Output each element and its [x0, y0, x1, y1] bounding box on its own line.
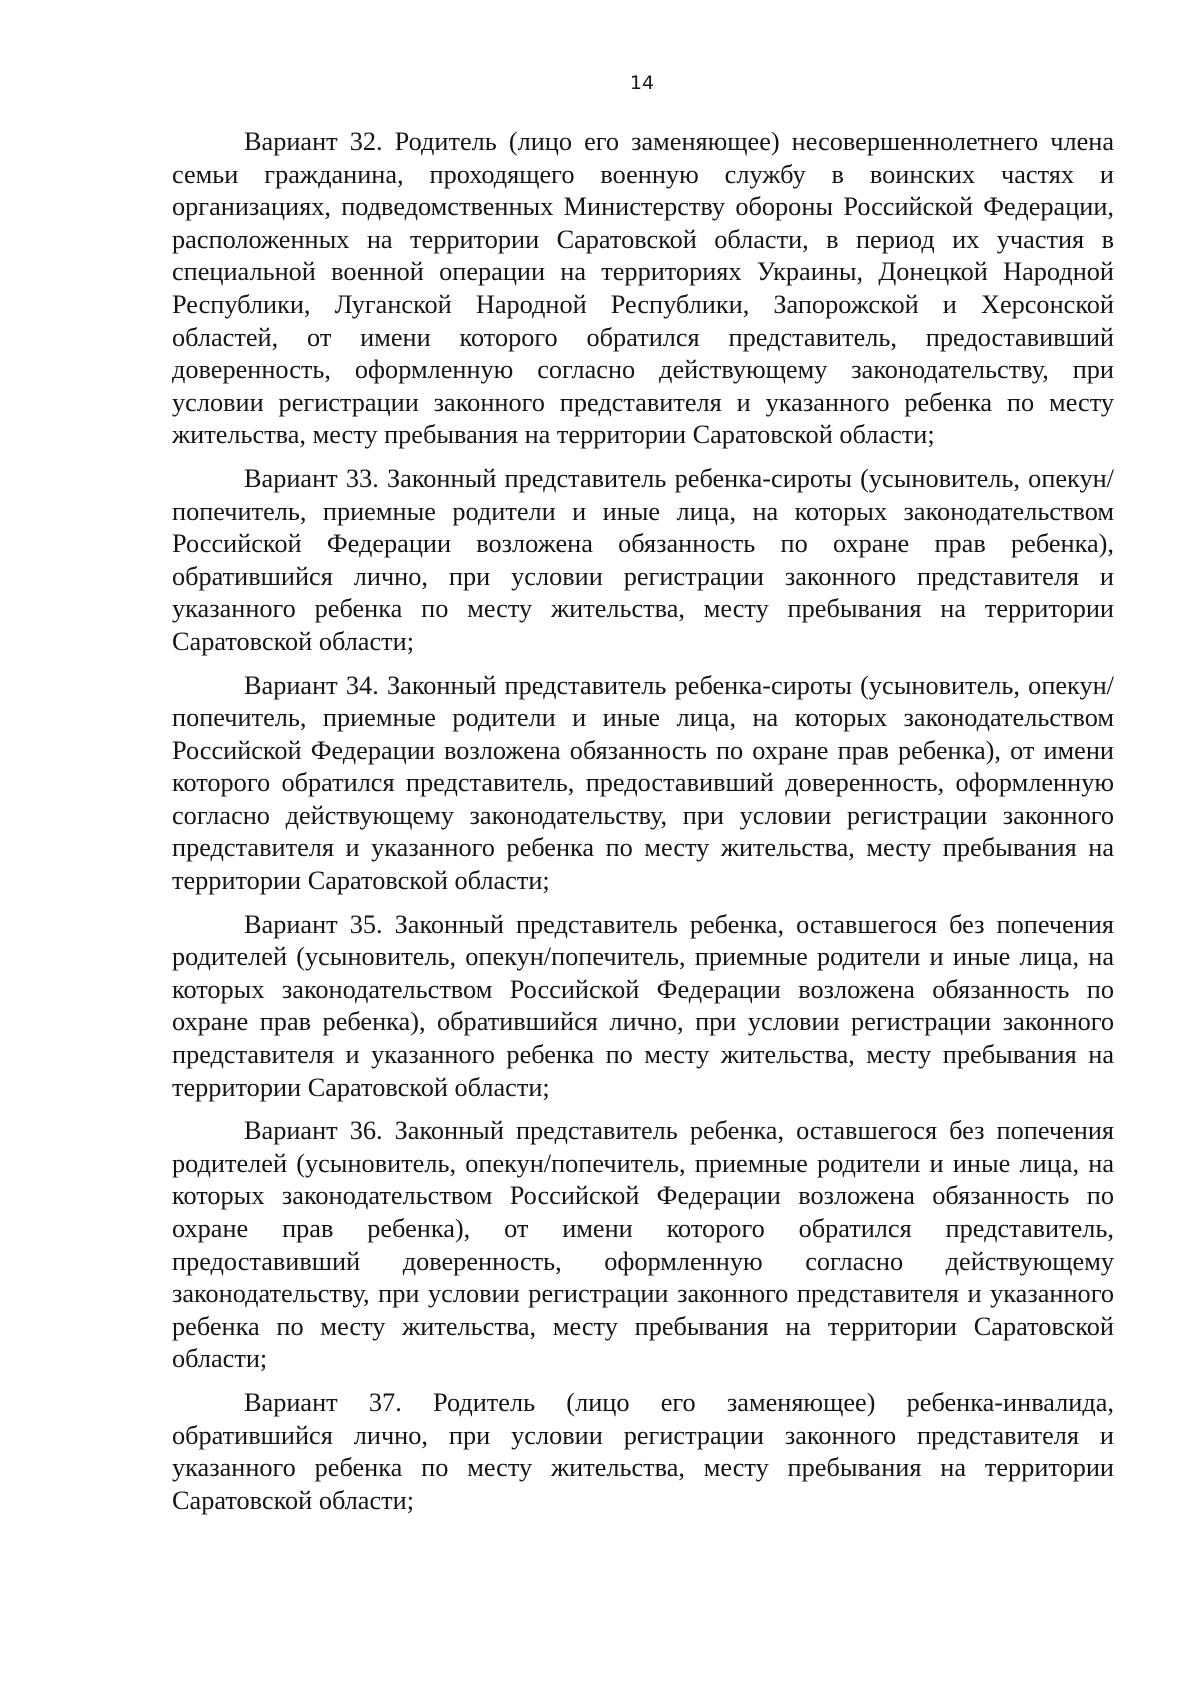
paragraph-variant-32: Вариант 32. Родитель (лицо его заменяющее) несовершеннолетнего члена семьи гражданина, проходящего военную службу в воинских частях и организациях, подведомственных Министерству обороны Российской Федерации, расположенных на территории Саратовской области, в период их участия в специальной военной операции на территориях Украины, Донецкой Народной Республики, Луганской Народной Республики, Запорожской и Херсонской областей, от имени которого обратился представитель, предоставивший доверенность, оформленную согласно действующему законодательству, при условии регистрации законного представителя и указанного ребенка по месту жительства, месту пребывания на территории Саратовской области; [172, 127, 1114, 450]
paragraph-variant-34: Вариант 34. Законный представитель ребенка-сироты (усыновитель, опекун/попечитель, приемные родители и иные лица, на которых законодательством Российской Федерации возложена обязанность по охране прав ребенка), от имени которого обратился представитель, предоставивший доверенность, оформленную согласно действующему законодательству, при условии регистрации законного представителя и указанного ребенка по месту жительства, месту пребывания на территории Саратовской области; [172, 670, 1114, 896]
paragraph-variant-36: Вариант 36. Законный представитель ребенка, оставшегося без попечения родителей (усыновитель, опекун/попечитель, приемные родители и иные лица, на которых законодательством Российской Федерации возложена обязанность по охране прав ребенка), от имени которого обратился представитель, предоставивший доверенность, оформленную согласно действующему законодательству, при условии регистрации законного представителя и указанного ребенка по месту жительства, месту пребывания на территории Саратовской области; [172, 1116, 1114, 1374]
paragraph-variant-35: Вариант 35. Законный представитель ребенка, оставшегося без попечения родителей (усыновитель, опекун/попечитель, приемные родители и иные лица, на которых законодательством Российской Федерации возложена обязанность по охране прав ребенка), обратившийся лично, при условии регистрации законного представителя и указанного ребенка по месту жительства, месту пребывания на территории Саратовской области; [172, 909, 1114, 1102]
page-number: 14 [629, 72, 655, 94]
paragraph-variant-37: Вариант 37. Родитель (лицо его заменяющее) ребенка-инвалида, обратившийся лично, при условии регистрации законного представителя и указанного ребенка по месту жительства, месту пребывания на территории Саратовской области; [172, 1387, 1114, 1515]
paragraph-variant-33: Вариант 33. Законный представитель ребенка-сироты (усыновитель, опекун/попечитель, приемные родители и иные лица, на которых законодательством Российской Федерации возложена обязанность по охране прав ребенка), обратившийся лично, при условии регистрации законного представителя и указанного ребенка по месту жительства, месту пребывания на территории Саратовской области; [172, 463, 1114, 656]
document-body [172, 126, 1114, 1528]
